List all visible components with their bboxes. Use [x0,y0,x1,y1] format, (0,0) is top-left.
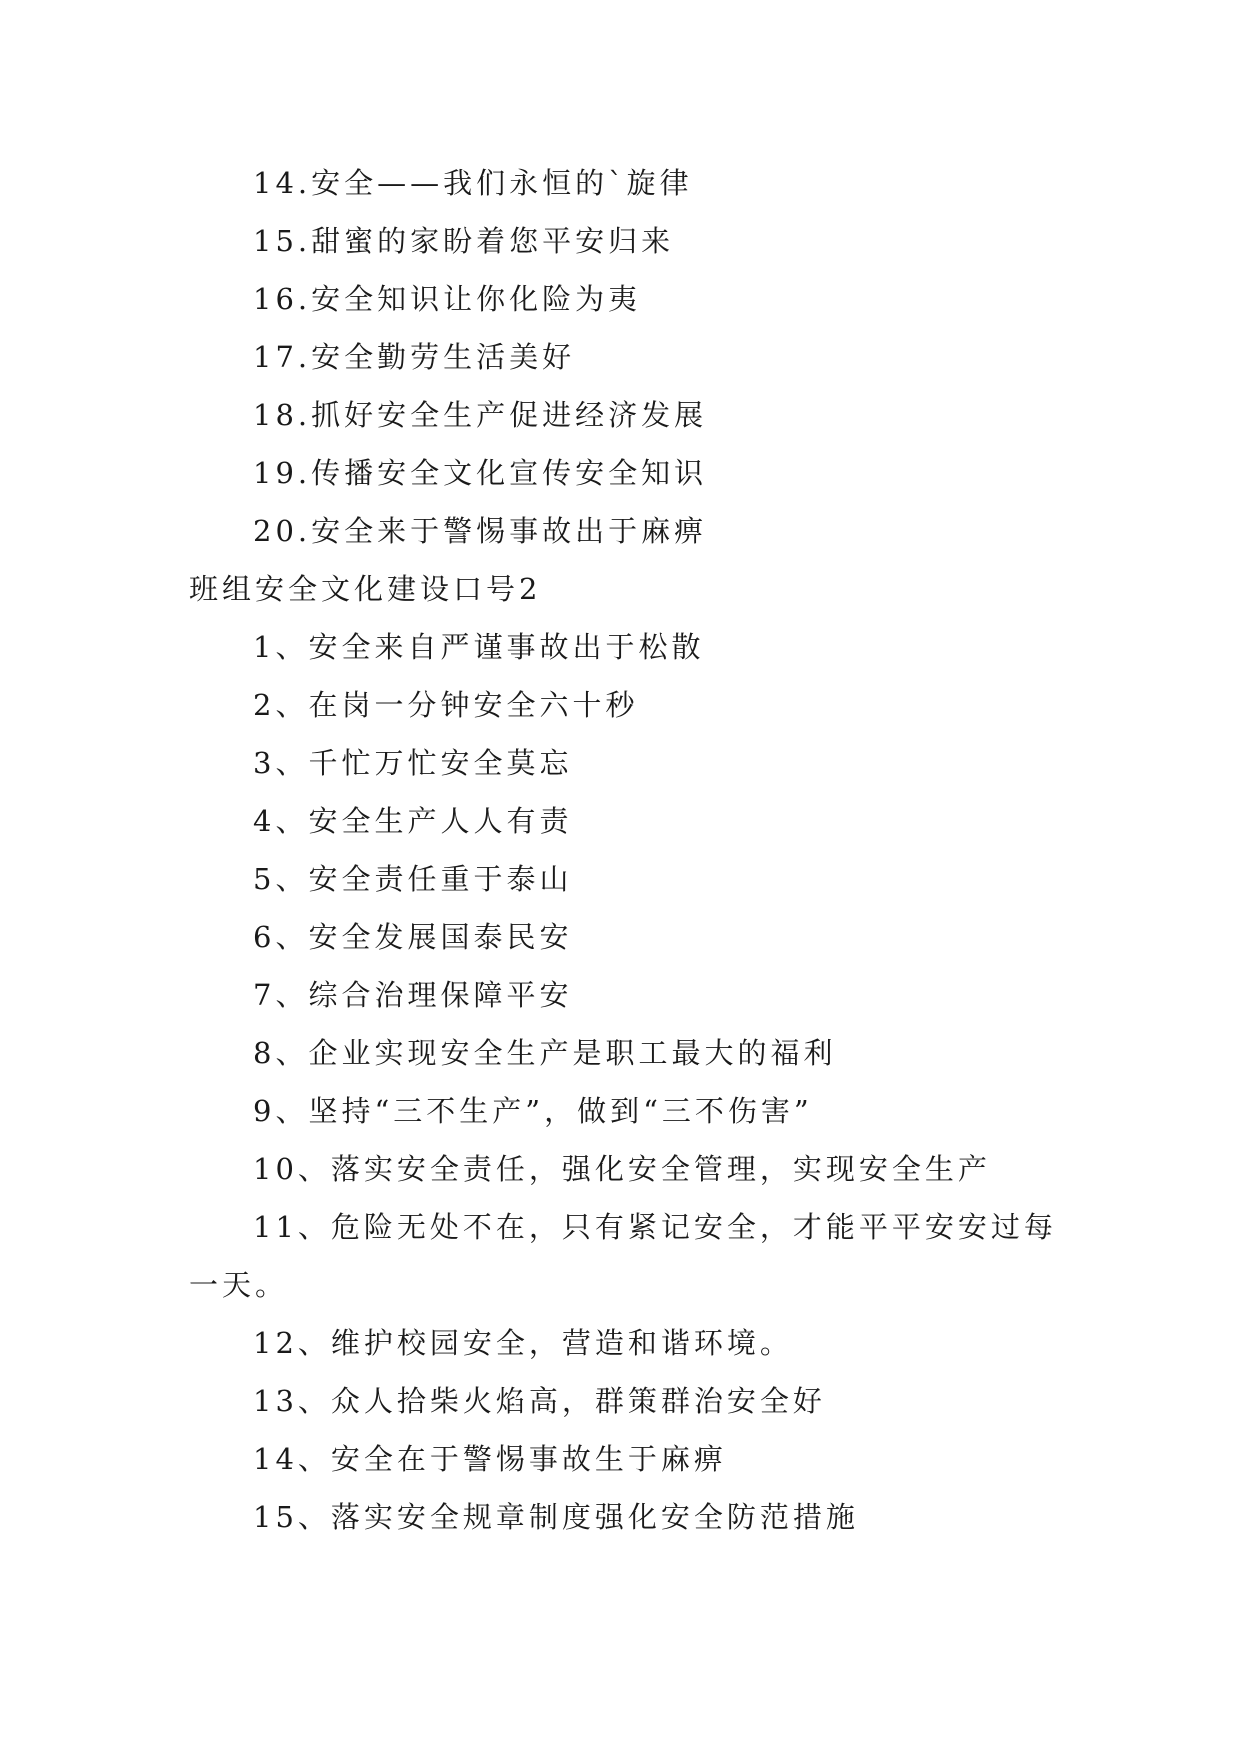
list-item: 9、坚持“三不生产”，做到“三不伤害” [253,1094,813,1128]
list-item: 14、安全在于警惕事故生于麻痹 [253,1442,727,1476]
list-item: 14.安全——我们永恒的`旋律 [253,166,693,200]
list-item: 10、落实安全责任，强化安全管理，实现安全生产 [253,1152,991,1186]
list-item: 6、安全发展国泰民安 [253,920,573,954]
list-item: 7、综合治理保障平安 [253,978,573,1012]
list-item: 15.甜蜜的家盼着您平安归来 [253,224,675,258]
list-item: 12、维护校园安全，营造和谐环境。 [253,1326,793,1360]
list-item: 15、落实安全规章制度强化安全防范措施 [253,1500,859,1534]
list-item: 13、众人拾柴火焰高，群策群治安全好 [253,1384,826,1418]
list-item: 17.安全勤劳生活美好 [253,340,576,374]
list-item-continuation: 一天。 [189,1268,289,1302]
list-item: 3、千忙万忙安全莫忘 [253,746,573,780]
list-item: 11、危险无处不在，只有紧记安全，才能平平安安过每 [253,1210,1057,1244]
list-item: 5、安全责任重于泰山 [253,862,573,896]
list-item: 19.传播安全文化宣传安全知识 [253,456,708,490]
list-item: 18.抓好安全生产促进经济发展 [253,398,708,432]
list-item: 8、企业实现安全生产是职工最大的福利 [253,1036,837,1070]
list-item: 20.安全来于警惕事故出于麻痹 [253,514,708,548]
list-item: 2、在岗一分钟安全六十秒 [253,688,639,722]
section-title: 班组安全文化建设口号2 [189,572,542,606]
list-item: 4、安全生产人人有责 [253,804,573,838]
list-item: 16.安全知识让你化险为夷 [253,282,642,316]
list-item: 1、安全来自严谨事故出于松散 [253,630,705,664]
